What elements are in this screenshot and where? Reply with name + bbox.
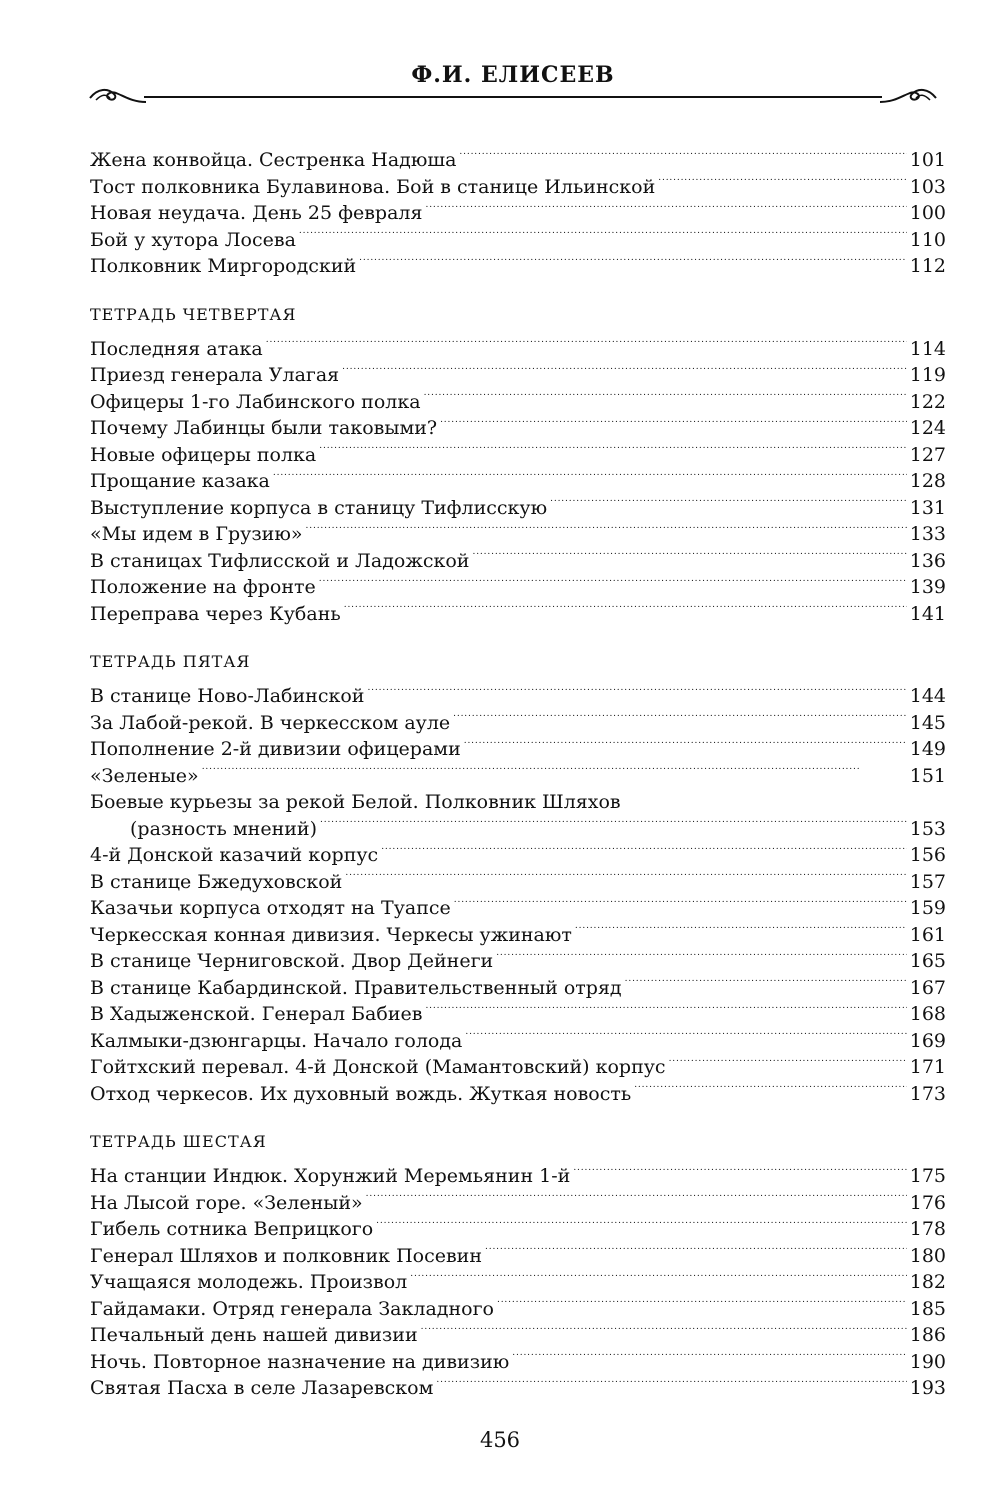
dot-leader xyxy=(424,389,907,408)
toc-entry xyxy=(90,948,946,975)
toc-entry xyxy=(90,1163,946,1190)
toc-entry-title: Калмыки-дзюнгарцы. Начало голода xyxy=(90,1029,463,1052)
dot-leader xyxy=(496,948,907,967)
dot-leader xyxy=(319,442,906,461)
toc-entry-title: На станции Индюк. Хорунжий Меремьянин 1-й xyxy=(90,1165,571,1187)
toc-entry-page: 122 xyxy=(909,390,946,413)
toc-entry xyxy=(90,763,946,790)
page-header xyxy=(88,60,938,110)
dot-leader xyxy=(425,200,906,219)
toc-entry-title: Прощание казака xyxy=(90,470,270,492)
dot-leader xyxy=(634,1081,907,1100)
dot-leader xyxy=(344,601,907,620)
dot-leader xyxy=(658,174,906,193)
toc-entry-title: Гибель сотника Веприцкого xyxy=(90,1218,374,1240)
toc-entry xyxy=(90,1190,946,1217)
toc-entry-page: 151 xyxy=(909,764,946,787)
dot-leader xyxy=(320,816,907,835)
toc-entry-page: 101 xyxy=(909,149,946,171)
section-heading: ТЕТРАДЬ ПЯТАЯ xyxy=(90,652,251,671)
toc-entry-page: 190 xyxy=(909,1350,946,1373)
toc-entry xyxy=(90,869,946,896)
toc-entry-title: Гайдамаки. Отряд генерала Закладного xyxy=(90,1297,494,1320)
toc-entry-title: В станице Ново-Лабинской xyxy=(90,685,365,707)
toc-entry xyxy=(90,362,946,389)
toc-entry-title: «Зеленые» xyxy=(90,764,199,787)
toc-entry-title: Печальный день нашей дивизии xyxy=(90,1324,418,1346)
toc-entry-page: 136 xyxy=(909,549,946,572)
toc-entry-page: 141 xyxy=(909,602,946,625)
dot-leader xyxy=(342,362,907,381)
toc-entry-page: 169 xyxy=(909,1029,946,1052)
toc-entry-page: 156 xyxy=(909,844,946,866)
dot-leader xyxy=(453,710,907,729)
dot-leader xyxy=(306,521,907,540)
dot-leader xyxy=(497,1296,907,1315)
toc-entry-page: 144 xyxy=(909,685,946,707)
dot-leader xyxy=(202,763,907,782)
dot-leader xyxy=(454,895,907,914)
toc-entry xyxy=(90,415,946,442)
toc-entry-title: Новая неудача. День 25 февраля xyxy=(90,202,423,224)
toc-entry xyxy=(90,468,946,495)
dot-leader xyxy=(575,922,907,941)
toc-entry-page: 112 xyxy=(909,255,946,277)
toc-entry-page: 165 xyxy=(909,950,946,972)
toc-entry xyxy=(90,1054,946,1081)
dot-leader xyxy=(381,842,907,861)
toc-entry-page: 110 xyxy=(909,228,946,251)
toc-entry xyxy=(90,442,946,469)
toc-entry xyxy=(90,922,946,949)
toc-entry-page: 173 xyxy=(909,1082,946,1105)
toc-entry-page: 182 xyxy=(909,1271,946,1293)
toc-entry-title: Новые офицеры полка xyxy=(90,443,317,466)
toc-entry-page: 153 xyxy=(909,817,946,840)
dot-leader xyxy=(266,336,907,355)
toc-entry-page: 128 xyxy=(909,470,946,492)
toc-entry xyxy=(90,1081,946,1108)
toc-entry-page: 119 xyxy=(909,364,946,386)
toc-entry-title: Последняя атака xyxy=(90,337,263,360)
toc-entry-title: На Лысой горе. «Зеленый» xyxy=(90,1191,363,1214)
toc-entry-page: 149 xyxy=(909,738,946,760)
toc-entry xyxy=(90,975,946,1002)
toc-entry-title: Жена конвойца. Сестренка Надюша xyxy=(90,149,457,171)
toc-entry xyxy=(90,200,946,227)
dot-leader xyxy=(299,227,907,246)
toc-entry xyxy=(90,895,946,922)
toc-entry xyxy=(90,1001,946,1028)
toc-entry xyxy=(90,389,946,416)
toc-entry xyxy=(90,1349,946,1376)
dot-leader xyxy=(512,1349,906,1368)
dot-leader xyxy=(425,1001,906,1020)
toc-entry-page: 131 xyxy=(909,496,946,519)
toc-entry-title: Полковник Миргородский xyxy=(90,255,357,277)
toc-entry-page: 133 xyxy=(909,523,946,545)
toc-entry-title: Офицеры 1-го Лабинского полка xyxy=(90,390,421,413)
toc-entry xyxy=(90,548,946,575)
dot-leader xyxy=(465,1028,906,1047)
toc-entry xyxy=(90,683,946,710)
dot-leader xyxy=(421,1322,907,1341)
toc-entry-page: 193 xyxy=(909,1377,946,1399)
dot-leader xyxy=(359,253,907,272)
toc-entry xyxy=(90,336,946,363)
toc-entry-page: 145 xyxy=(909,711,946,734)
toc-entry-title: В станицах Тифлисской и Ладожской xyxy=(90,549,470,572)
toc-entry-title: Выступление корпуса в станицу Тифлисскую xyxy=(90,496,548,519)
toc-entry xyxy=(90,521,946,548)
toc-entry xyxy=(90,1322,946,1349)
toc-entry-title: 4-й Донской казачий корпус xyxy=(90,844,379,866)
section-heading: ТЕТРАДЬ ШЕСТАЯ xyxy=(90,1132,267,1151)
toc-entry-title: «Мы идем в Грузию» xyxy=(90,523,303,545)
toc-entry-title: Пополнение 2-й дивизии офицерами xyxy=(90,738,461,760)
right-flourish-icon xyxy=(878,80,938,106)
toc-entry-page: 159 xyxy=(909,897,946,919)
dot-leader xyxy=(345,869,906,888)
toc-entry xyxy=(90,495,946,522)
toc-entry-title: Гойтхский перевал. 4-й Донской (Мамантовский) корпус xyxy=(90,1056,666,1078)
dot-leader xyxy=(669,1054,907,1073)
toc-entry-title: В станице Бжедуховской xyxy=(90,870,343,893)
toc-entry xyxy=(90,147,946,174)
toc-entry xyxy=(90,601,946,628)
toc-entry-title: Тост полковника Булавинова. Бой в станице Ильинской xyxy=(90,175,656,198)
dot-leader xyxy=(573,1163,906,1182)
dot-leader xyxy=(273,468,907,487)
toc-entry-page: 175 xyxy=(909,1165,946,1187)
page-number: 456 xyxy=(479,1428,521,1452)
toc-entry-title: Переправа через Кубань xyxy=(90,602,341,625)
dot-leader xyxy=(550,495,907,514)
toc-entry xyxy=(90,174,946,201)
toc-entry-title: В станице Кабардинской. Правительственный отряд xyxy=(90,976,622,999)
toc-entry-page: 114 xyxy=(909,337,946,360)
toc-entry-title: Ночь. Повторное назначение на дивизию xyxy=(90,1350,510,1373)
dot-leader xyxy=(376,1216,907,1235)
toc-entry-title: В станице Черниговской. Двор Дейнеги xyxy=(90,950,494,972)
toc-entry-page: 171 xyxy=(909,1056,946,1078)
toc-entry-title: Положение на фронте xyxy=(90,576,316,598)
toc-entry-title: Бой у хутора Лосева xyxy=(90,228,296,251)
toc-entry xyxy=(90,1375,946,1402)
toc-entry xyxy=(90,736,946,763)
toc-entry-page: 168 xyxy=(909,1003,946,1025)
toc-entry xyxy=(90,253,946,280)
toc-entry-title: Черкесская конная дивизия. Черкесы ужинают xyxy=(90,923,572,946)
toc-entry-title: Учащаяся молодежь. Произвол xyxy=(90,1271,408,1293)
dot-leader xyxy=(319,574,907,593)
toc-entry xyxy=(90,1243,946,1270)
toc-entry-page: 176 xyxy=(909,1191,946,1214)
section-heading: ТЕТРАДЬ ЧЕТВЕРТАЯ xyxy=(90,304,297,324)
toc-entry-page: 157 xyxy=(909,870,946,893)
toc-entry-title: Генерал Шляхов и полковник Посевин xyxy=(90,1244,483,1267)
toc-entry xyxy=(90,816,946,843)
dot-leader xyxy=(366,1190,907,1209)
dot-leader xyxy=(625,975,907,994)
toc-entry xyxy=(90,1216,946,1243)
toc-entry xyxy=(90,227,946,254)
toc-entry-page: 139 xyxy=(909,576,946,598)
dot-leader xyxy=(367,683,906,702)
header-rule xyxy=(144,96,882,98)
toc-entry xyxy=(90,1028,946,1055)
toc-entry-title: В Хадыженской. Генерал Бабиев xyxy=(90,1003,423,1025)
dot-leader xyxy=(410,1269,906,1288)
dot-leader xyxy=(485,1243,907,1262)
dot-leader xyxy=(440,415,907,434)
toc-entry-title-line: Боевые курьезы за рекой Белой. Полковник Шляхов xyxy=(90,791,621,813)
dot-leader xyxy=(472,548,906,567)
toc-entry xyxy=(90,574,946,601)
toc-entry xyxy=(90,710,946,737)
dot-leader xyxy=(464,736,907,755)
toc-entry-title: Приезд генерала Улагая xyxy=(90,364,340,386)
toc-entry-title: Почему Лабинцы были таковыми? xyxy=(90,417,438,439)
toc-entry xyxy=(90,1296,946,1323)
toc-entry-page: 100 xyxy=(909,202,946,224)
header-title: Ф.И. ЕЛИСЕЕВ xyxy=(411,62,615,88)
toc-entry-title: (разность мнений) xyxy=(130,817,317,840)
toc-entry-page: 127 xyxy=(909,443,946,466)
table-of-contents xyxy=(90,147,946,1402)
toc-entry-page: 124 xyxy=(909,417,946,439)
toc-entry-page: 185 xyxy=(909,1297,946,1320)
toc-entry-title: Святая Пасха в селе Лазаревском xyxy=(90,1377,434,1399)
dot-leader xyxy=(436,1375,906,1394)
toc-entry xyxy=(90,842,946,869)
toc-entry-title: Отход черкесов. Их духовный вождь. Жуткая новость xyxy=(90,1082,632,1105)
toc-entry-page: 178 xyxy=(909,1218,946,1240)
toc-entry-title: Казачьи корпуса отходят на Туапсе xyxy=(90,897,451,919)
dot-leader xyxy=(459,147,906,166)
toc-entry-title: За Лабой-рекой. В черкесском ауле xyxy=(90,711,451,734)
toc-entry-page: 186 xyxy=(909,1324,946,1346)
toc-entry-page: 180 xyxy=(909,1244,946,1267)
toc-entry xyxy=(90,1269,946,1296)
toc-entry-page: 161 xyxy=(909,923,946,946)
toc-entry-page: 167 xyxy=(909,976,946,999)
toc-entry-page: 103 xyxy=(909,175,946,198)
